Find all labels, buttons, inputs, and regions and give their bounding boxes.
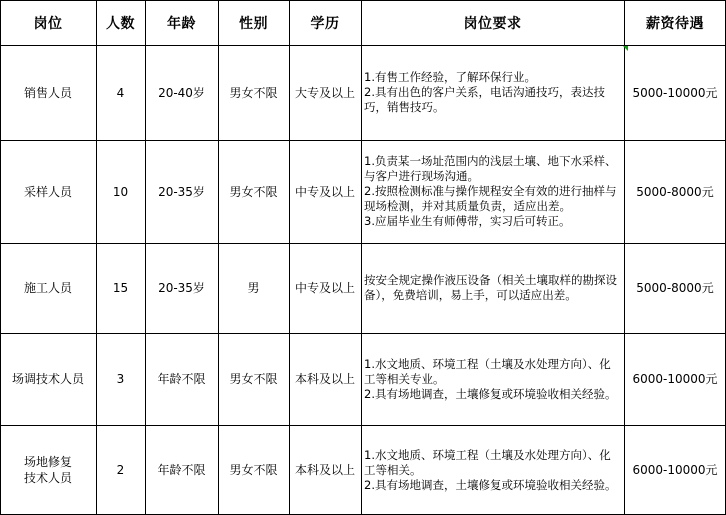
- row-3-age: [145, 243, 218, 333]
- gender-text: 男女不限: [229, 184, 278, 199]
- row-5-salary: [624, 425, 726, 515]
- row-3-gender: [218, 243, 289, 333]
- row-4-count: [96, 333, 145, 425]
- row-4-salary: [624, 333, 726, 425]
- row-2-age: [145, 140, 218, 243]
- header-count: 人数: [106, 15, 135, 32]
- grid-column-line: [218, 0, 219, 515]
- gender-text: 男女不限: [229, 85, 278, 100]
- row-5-count: [96, 425, 145, 515]
- row-5-gender: [218, 425, 289, 515]
- grid-column-line: [0, 0, 1, 515]
- education-text: 本科及以上: [294, 463, 355, 477]
- row-1-age: [145, 45, 218, 140]
- row-4-position: [0, 333, 96, 425]
- grid-row-line: [0, 243, 726, 244]
- header-salary: 薪资待遇: [646, 15, 704, 32]
- count-text: 4: [116, 85, 125, 100]
- row-3-education: [289, 243, 361, 333]
- row-5-position: [0, 425, 96, 515]
- row-2-position: [0, 140, 96, 243]
- salary-text: 5000-10000元: [632, 85, 718, 100]
- salary-text: 6000-10000元: [632, 463, 718, 477]
- row-4-requirement: [361, 333, 624, 425]
- salary-text: 5000-8000元: [636, 184, 714, 199]
- grid-row-line: [0, 140, 726, 141]
- gender-text: 男女不限: [229, 372, 278, 386]
- position-text: 场调技术人员: [11, 372, 84, 386]
- row-5-education: [289, 425, 361, 515]
- row-1-position: [0, 45, 96, 140]
- row-3-position: [0, 243, 96, 333]
- education-text: 本科及以上: [294, 372, 355, 386]
- requirement-text: 1.有售工作经验，了解环保行业。 2.具有出色的客户关系，电话沟通技巧，表达技巧，销售技巧。: [364, 70, 605, 114]
- education-text: 大专及以上: [294, 85, 355, 100]
- row-5-requirement: [361, 425, 624, 515]
- row-2-education: [289, 140, 361, 243]
- row-1-requirement: [361, 45, 624, 140]
- row-1-gender: [218, 45, 289, 140]
- age-text: 年龄不限: [157, 463, 206, 477]
- row-5-age: [145, 425, 218, 515]
- grid-column-line: [624, 0, 625, 515]
- row-1-education: [289, 45, 361, 140]
- row-2-count: [96, 140, 145, 243]
- row-2-salary: [624, 140, 726, 243]
- header-position: 岗位: [33, 15, 63, 32]
- count-text: 2: [116, 463, 125, 477]
- row-3-requirement: [361, 243, 624, 333]
- requirement-text: 按安全规定操作液压设备（相关土壤取样的勘探设备），免费培训，易上手，可以适应出差。: [364, 273, 617, 302]
- grid-column-line: [361, 0, 362, 515]
- position-text: 场地修复 技术人员: [23, 455, 72, 485]
- position-text: 施工人员: [23, 281, 72, 295]
- header-age: 年龄: [167, 15, 196, 32]
- salary-text: 5000-8000元: [636, 281, 714, 295]
- age-text: 年龄不限: [157, 372, 206, 386]
- count-text: 10: [112, 184, 129, 199]
- header-gender: 性别: [239, 15, 268, 32]
- grid-column-line: [289, 0, 290, 515]
- row-1-salary: [624, 45, 726, 140]
- gender-text: 男: [247, 281, 260, 295]
- count-text: 3: [116, 372, 125, 386]
- position-text: 销售人员: [23, 85, 72, 100]
- age-text: 20-35岁: [158, 184, 205, 199]
- age-text: 20-35岁: [158, 281, 205, 295]
- row-3-count: [96, 243, 145, 333]
- row-3-salary: [624, 243, 726, 333]
- row-2-requirement: [361, 140, 624, 243]
- requirement-text: 1.水文地质、环境工程（土壤及水处理方向）、化工等相关专业。 2.具有场地调查，土壤修复或环境验收相关经验。: [364, 356, 617, 401]
- salary-text: 6000-10000元: [632, 372, 718, 386]
- header-requirement: 岗位要求: [463, 15, 522, 32]
- position-text: 采样人员: [23, 184, 72, 199]
- grid-row-line: [0, 425, 726, 426]
- count-text: 15: [112, 281, 129, 295]
- grid-row-line: [0, 45, 726, 46]
- requirement-text: 1.水文地质、环境工程（土壤及水处理方向）、化工等相关。 2.具有场地调查，土壤修复或环境验收相关经验。: [364, 447, 617, 492]
- row-4-education: [289, 333, 361, 425]
- grid-column-line: [96, 0, 97, 515]
- gender-text: 男女不限: [229, 463, 278, 477]
- education-text: 中专及以上: [294, 281, 355, 295]
- grid-row-line: [0, 0, 726, 1]
- comment-marker-icon: [623, 46, 628, 51]
- education-text: 中专及以上: [294, 184, 355, 199]
- grid-row-line: [0, 333, 726, 334]
- requirement-text: 1.负责某一场址范围内的浅层土壤、地下水采样、与客户进行现场沟通。 2.按照检测标准与操作规程安全有效的进行抽样与现场检测，并对其质量负责，适应出差。 3.应届毕业生有师傅带，实习后可转正。: [364, 154, 617, 228]
- header-education: 学历: [310, 15, 340, 32]
- grid-column-line: [145, 0, 146, 515]
- row-4-gender: [218, 333, 289, 425]
- row-4-age: [145, 333, 218, 425]
- row-2-gender: [218, 140, 289, 243]
- age-text: 20-40岁: [158, 85, 205, 100]
- row-1-count: [96, 45, 145, 140]
